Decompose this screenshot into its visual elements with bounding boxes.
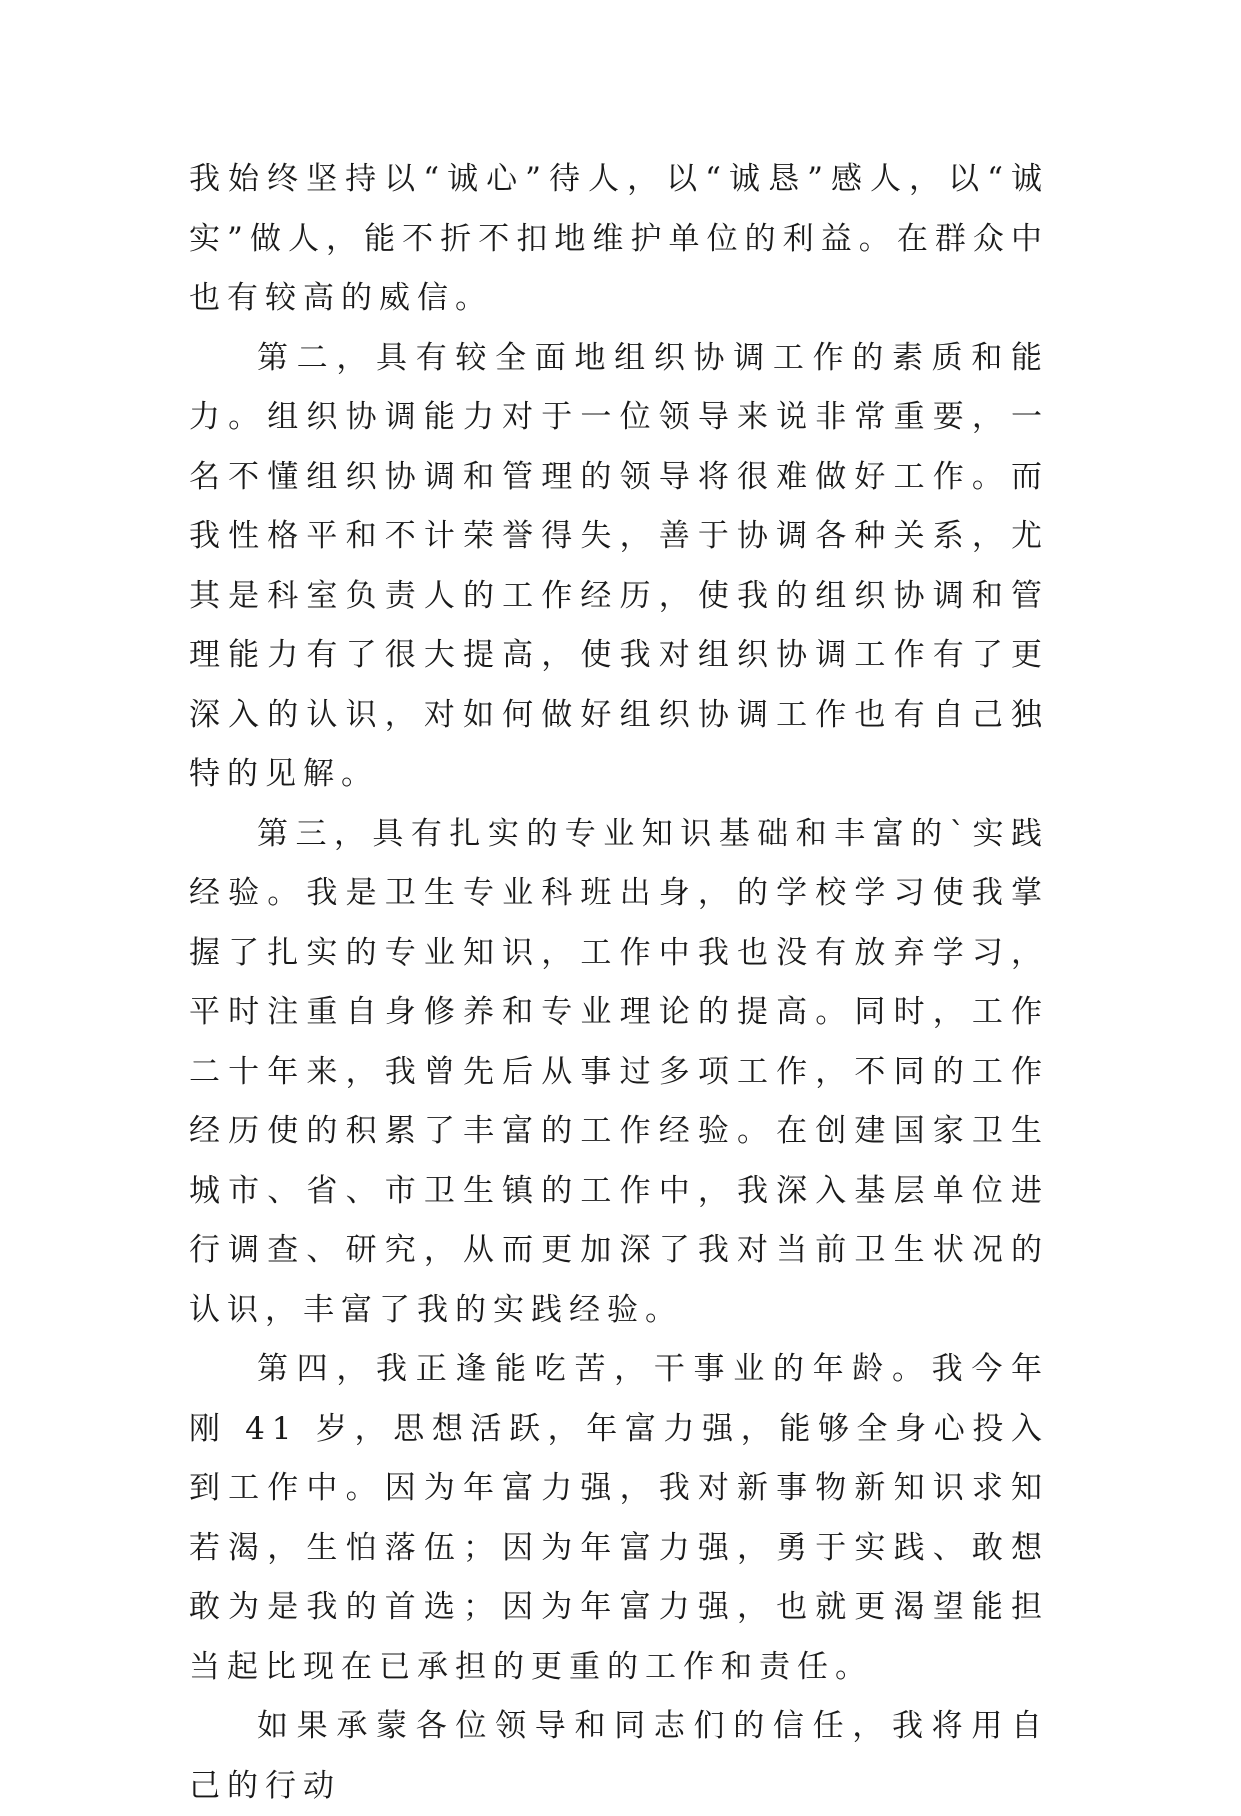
paragraph-continuation: 我始终坚持以“诚心”待人，以“诚恳”感人，以“诚实”做人，能不折不扣地维护单位的利益。在群众中也有较高的威信。: [189, 161, 1049, 316]
paragraph-third-point: 第三，具有扎实的专业知识基础和丰富的`实践经验。我是卫生专业科班出身，的学校学习使我掌握了扎实的专业知识，工作中我也没有放弃学习，平时注重自身修养和专业理论的提高。同时，工作二十年来，我曾先后从事过多项工作，不同的工作经历使的积累了丰富的工作经验。在创建国家卫生城市、省、市卫生镇的工作中，我深入基层单位进行调查、研究，从而更加深了我对当前卫生状况的认识，丰富了我的实践经验。: [189, 815, 1049, 1328]
document-body: [189, 150, 1049, 1816]
paragraph-closing: 如果承蒙各位领导和同志们的信任，我将用自己的行动: [189, 1708, 1049, 1804]
paragraph-fourth-point: 第四，我正逢能吃苦，干事业的年龄。我今年刚 41 岁，思想活跃，年富力强，能够全身心投入到工作中。因为年富力强，我对新事物新知识求知若渴，生怕落伍；因为年富力强，勇于实践、敢想敢为是我的首选；因为年富力强，也就更渴望能担当起比现在已承担的更重的工作和责任。: [189, 1351, 1049, 1685]
paragraph-second-point: 第二，具有较全面地组织协调工作的素质和能力。组织协调能力对于一位领导来说非常重要，一名不懂组织协调和管理的领导将很难做好工作。而我性格平和不计荣誉得失，善于协调各种关系，尤其是科室负责人的工作经历，使我的组织协调和管理能力有了很大提高，使我对组织协调工作有了更深入的认识，对如何做好组织协调工作也有自己独特的见解。: [189, 339, 1049, 792]
